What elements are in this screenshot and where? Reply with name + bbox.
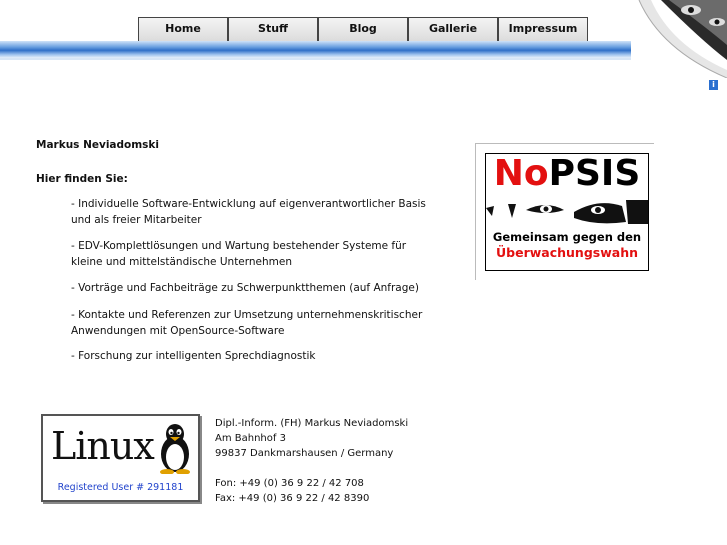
service-item: - Forschung zur intelligenten Sprechdiagnostik xyxy=(71,350,316,362)
top-navigation xyxy=(0,0,727,60)
nav-bar-band xyxy=(0,41,727,58)
registered-user-label[interactable]: Registered User # 291181 xyxy=(57,482,184,493)
nopsis-eyes-image xyxy=(486,196,648,228)
service-item: - Kontakte und Referenzen zur Umsetzung unternehmenskritischer Anwendungen mit OpenSource-Software xyxy=(71,309,423,337)
linux-logo-text: Linux xyxy=(51,424,154,468)
nopsis-banner-frame xyxy=(485,153,649,271)
phone-number: Fon: +49 (0) 36 9 22 / 42 708 xyxy=(215,478,364,489)
address-name: Dipl.-Inform. (FH) Markus Neviadomski xyxy=(215,418,409,429)
tab-blog[interactable]: Blog xyxy=(318,17,408,41)
nopsis-banner[interactable] xyxy=(475,143,654,280)
tab-gallerie[interactable]: Gallerie xyxy=(408,17,498,41)
linux-badge[interactable] xyxy=(41,414,200,502)
contact-address xyxy=(215,416,408,506)
service-item: - Individuelle Software-Entwicklung auf eigenverantwortlicher Basis und als freier Mitarbeiter xyxy=(71,198,426,226)
page-title: Markus Neviadomski xyxy=(36,139,160,151)
tab-home[interactable]: Home xyxy=(138,17,228,41)
nopsis-title: NoPSIS xyxy=(493,153,641,194)
tux-penguin-icon xyxy=(157,422,193,474)
nopsis-line2: Überwachungswahn xyxy=(496,245,638,260)
fax-number: Fax: +49 (0) 36 9 22 / 42 8390 xyxy=(215,493,370,504)
nopsis-line1: Gemeinsam gegen den xyxy=(492,230,642,244)
services-heading: Hier finden Sie: xyxy=(36,173,128,185)
service-item: - Vorträge und Fachbeiträge zu Schwerpunktthemen (auf Anfrage) xyxy=(71,282,419,294)
page-curl-image xyxy=(631,0,727,78)
tab-stuff[interactable]: Stuff xyxy=(228,17,318,41)
address-city: 99837 Dankmarshausen / Germany xyxy=(215,448,394,459)
tab-impressum[interactable]: Impressum xyxy=(498,17,588,41)
nav-bar-shadow xyxy=(0,58,727,60)
address-street: Am Bahnhof 3 xyxy=(215,433,286,444)
service-item: - EDV-Komplettlösungen und Wartung bestehender Systeme für kleine und mittelständische Unternehmen xyxy=(71,240,407,268)
info-icon[interactable]: i xyxy=(709,80,718,90)
